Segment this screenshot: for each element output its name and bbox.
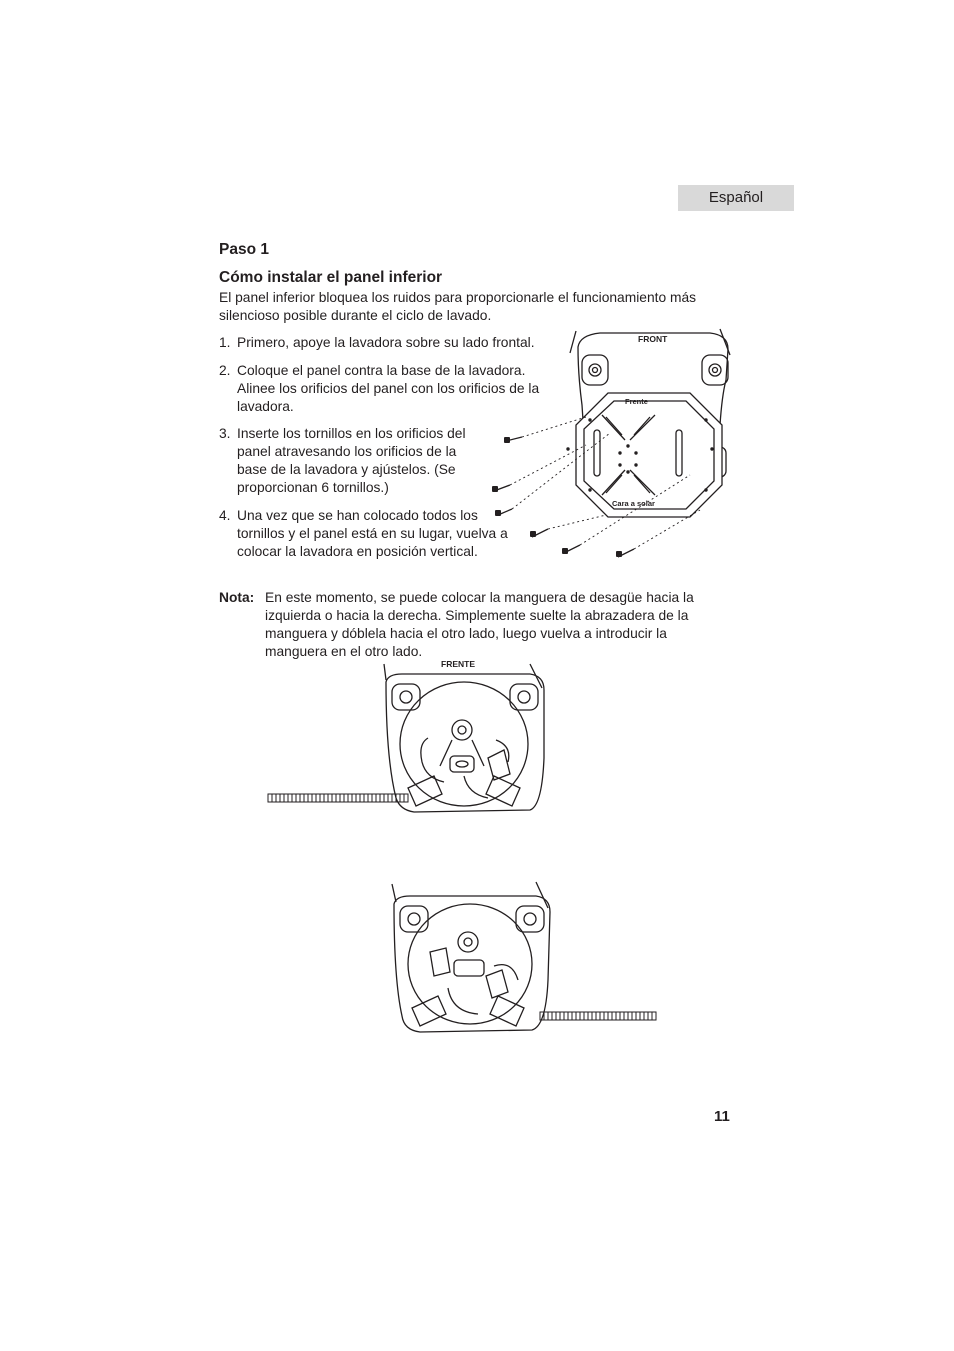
front-label: FRENTE — [441, 659, 475, 669]
step-title: Paso 1 — [219, 241, 269, 258]
step-text: Inserte los tornillos en los orificios del panel atravesando los orificios de la base de la lavadora y ajústelos. (Se proporcionan 6 tornillos.) — [237, 426, 466, 495]
step-item-3 — [219, 425, 489, 497]
step-number: 4. — [219, 508, 231, 523]
step-number: 3. — [219, 426, 231, 441]
step-text: Una vez que se han colocado todos los tornillos y el panel está en su lugar, vuelva a colocar la lavadora en posición vertical. — [237, 508, 508, 559]
note-label: Nota: — [219, 590, 255, 605]
section-title: Cómo instalar el panel inferior — [219, 269, 443, 286]
note-text: En este momento, se puede colocar la manguera de desagüe hacia la izquierda o hacia la derecha. Simplemente suelte la abrazadera de la manguera y dóblela hacia el otro lado, luego vuelva a introducir la manguera en el otro lado. — [265, 590, 694, 659]
page-number: 11 — [714, 1108, 730, 1125]
panel-top-label: Frente — [625, 397, 648, 406]
intro-paragraph: El panel inferior bloquea los ruidos para proporcionarle el funcionamiento más silencioso posible durante el ciclo de lavado. — [219, 290, 697, 323]
panel-bottom-label: Cara a solar — [612, 499, 655, 508]
step-item-4 — [219, 507, 509, 561]
step-number: 2. — [219, 363, 231, 378]
hose-right-diagram — [390, 880, 660, 1030]
step-text: Coloque el panel contra la base de la lavadora. Alinee los orificios del panel con los orificios de la lavadora. — [237, 363, 540, 414]
note — [219, 589, 719, 661]
front-label: FRONT — [638, 334, 668, 344]
language-tab: Español — [678, 185, 794, 211]
panel-installation-diagram — [490, 325, 750, 570]
step-number: 1. — [219, 335, 231, 350]
hose-left-diagram — [268, 658, 548, 818]
step-text: Primero, apoye la lavadora sobre su lado frontal. — [237, 335, 535, 350]
